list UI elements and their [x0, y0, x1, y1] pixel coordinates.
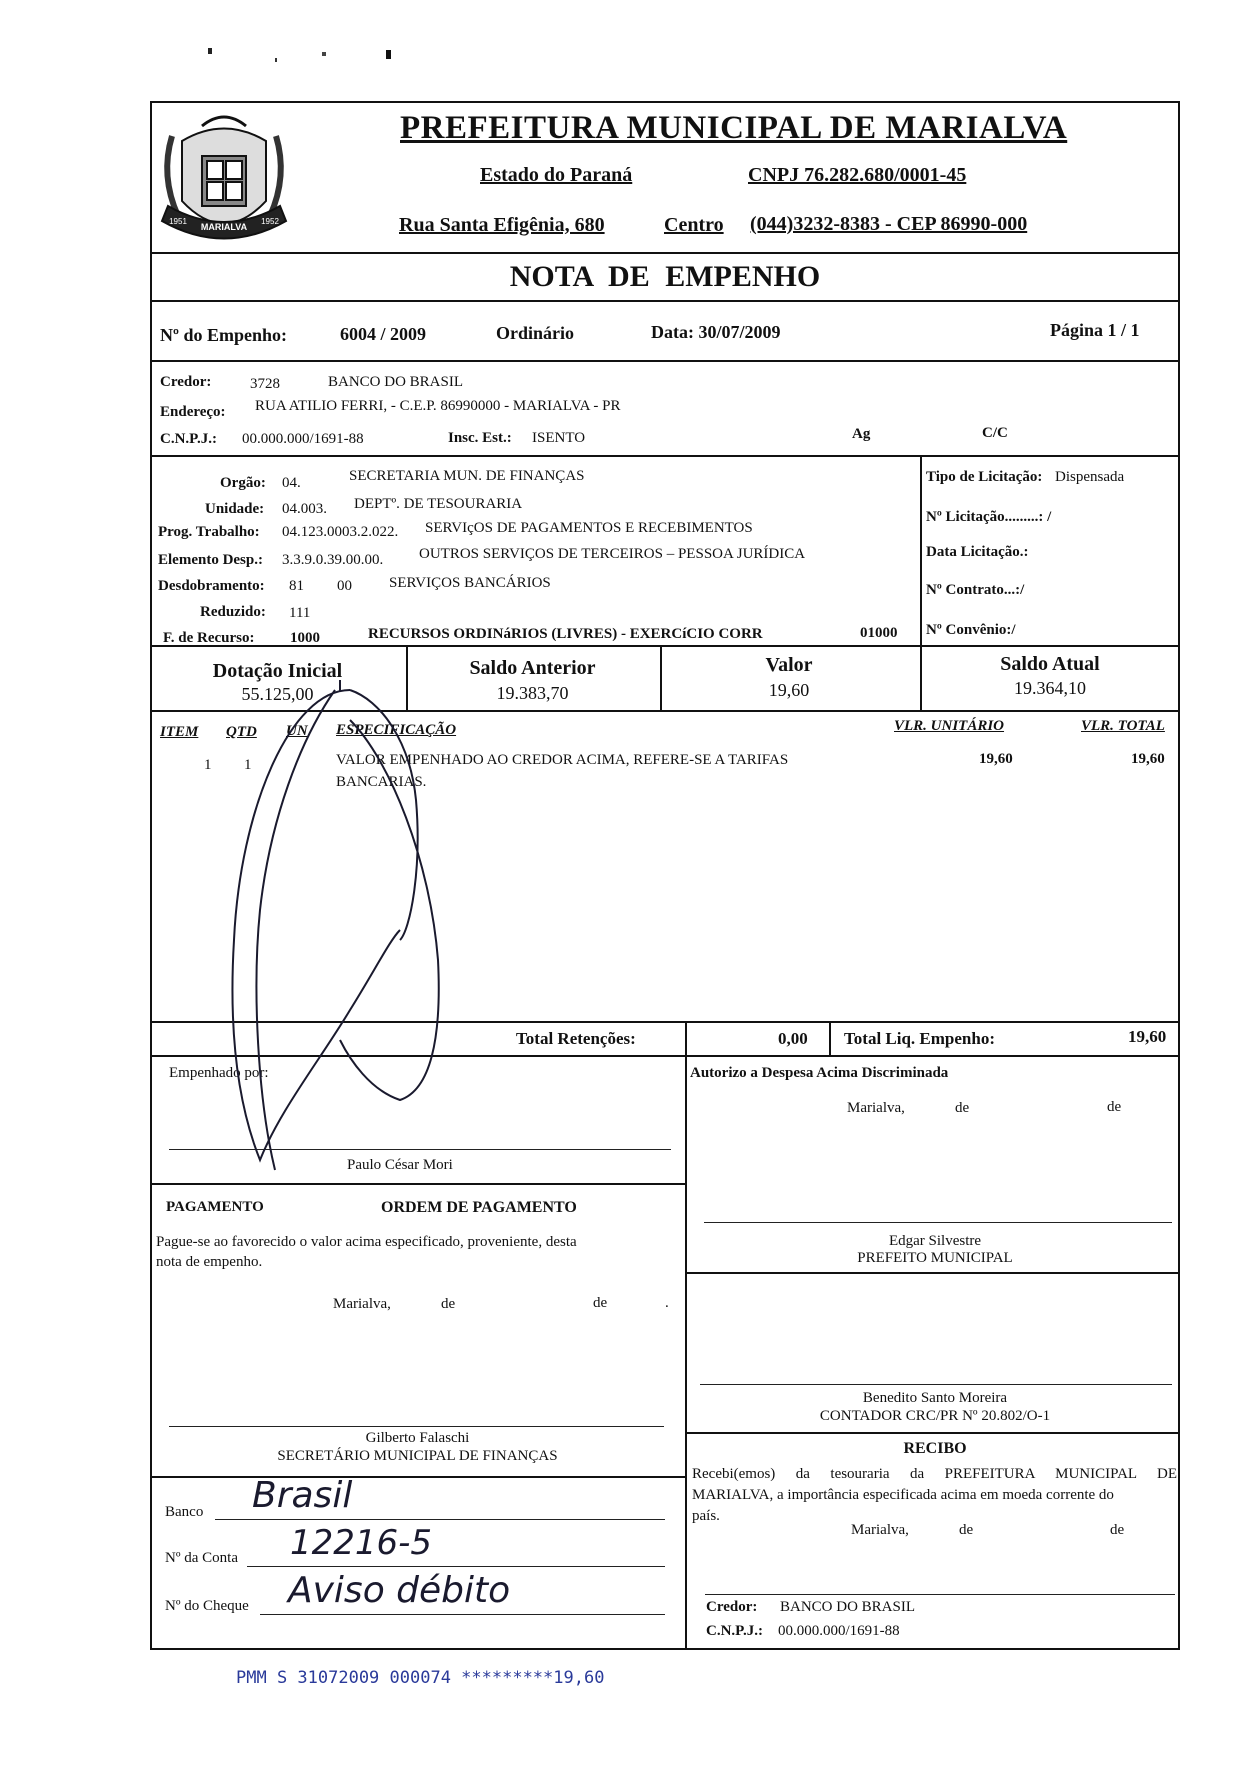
autorizo-place: Marialva, — [847, 1100, 905, 1116]
total-liq-label: Total Liq. Empenho: — [844, 1029, 995, 1048]
scan-speck — [208, 48, 212, 54]
empenho-label: Nº do Empenho: — [160, 325, 287, 345]
fonte-code2: 01000 — [860, 625, 898, 641]
divider — [150, 645, 1180, 647]
total-retencoes-value: 0,00 — [778, 1029, 808, 1048]
item-number: 1 — [204, 757, 212, 773]
recibo-cnpj-value: 00.000.000/1691-88 — [778, 1623, 900, 1639]
pagamento-text-line2: nota de empenho. — [156, 1254, 263, 1270]
scan-speck — [386, 50, 391, 59]
desdobramento-code2: 00 — [337, 578, 352, 594]
recibo-text-line1: Recebi(emos) da tesouraria da PREFEITURA MUNICIPAL DE — [692, 1466, 1177, 1482]
dotacao-label: Dotação Inicial — [212, 660, 343, 682]
divider — [150, 1183, 687, 1185]
municipality-title: PREFEITURA MUNICIPAL DE MARIALVA — [400, 110, 1068, 146]
pagamento-dot: . — [665, 1295, 669, 1311]
banco-label: Banco — [165, 1504, 204, 1520]
item-total-value: 19,60 — [1131, 751, 1165, 767]
unidade-name: DEPTº. DE TESOURARIA — [354, 496, 523, 512]
ordem-pagamento-title: ORDEM DE PAGAMENTO — [381, 1199, 577, 1216]
divider — [829, 1021, 831, 1056]
col-item: ITEM — [160, 724, 199, 740]
scan-speck — [275, 58, 277, 62]
recibo-text-line3: país. — [692, 1508, 720, 1524]
autorizo-title: Autorizo a Despesa Acima Discriminada — [690, 1065, 949, 1081]
insc-label: Insc. Est.: — [448, 430, 512, 446]
item-unit-value: 19,60 — [979, 751, 1013, 767]
fonte-label: F. de Recurso: — [163, 630, 255, 646]
empenho-date: Data: 30/07/2009 — [651, 322, 781, 342]
page-number: Página 1 / 1 — [1050, 320, 1140, 340]
insc-value: ISENTO — [532, 430, 586, 446]
endereco-label: Endereço: — [160, 404, 226, 420]
autorizo-de2: de — [1107, 1099, 1122, 1115]
col-un: UN — [286, 723, 308, 739]
empenhado-label: Empenhado por: — [169, 1065, 269, 1081]
divider — [150, 1476, 687, 1478]
empenhado-name: Paulo César Mori — [347, 1157, 453, 1173]
crest-year-right: 1952 — [261, 217, 279, 226]
secretario-name: Gilberto Falaschi — [365, 1430, 470, 1446]
divider — [150, 252, 1180, 254]
divider — [685, 1432, 1180, 1434]
valor-value: 19,60 — [768, 680, 810, 700]
desdobramento-name: SERVIÇOS BANCÁRIOS — [389, 575, 551, 591]
conta-label: Nº da Conta — [165, 1550, 238, 1566]
conta-value: 12216-5 — [290, 1523, 433, 1563]
recibo-place: Marialva, — [851, 1522, 909, 1538]
cc-label: C/C — [982, 425, 1008, 441]
col-qtd: QTD — [226, 724, 257, 740]
cnpj-value: 00.000.000/1691-88 — [242, 431, 364, 447]
convenio-number: Nº Convênio:/ — [926, 622, 1016, 638]
scan-speck — [322, 52, 326, 56]
contrato-number: Nº Contrato...:/ — [926, 582, 1025, 598]
licitacao-tipo-label: Tipo de Licitação: — [926, 469, 1043, 485]
saldo-anterior-value: 19.383,70 — [496, 683, 569, 703]
divider — [150, 455, 1180, 457]
cnpj-label: C.N.P.J.: — [160, 431, 217, 447]
crest-text: MARIALVA — [200, 222, 248, 232]
divider — [685, 1021, 687, 1056]
cheque-value: Aviso débito — [288, 1570, 511, 1611]
pagamento-text-line1: Pague-se ao favorecido o valor acima especificado, proveniente, desta — [156, 1234, 577, 1250]
credor-name: BANCO DO BRASIL — [328, 374, 464, 390]
recibo-cnpj-label: C.N.P.J.: — [706, 1623, 763, 1639]
orgao-name: SECRETARIA MUN. DE FINANÇAS — [349, 468, 585, 484]
pagamento-de2: de — [593, 1295, 608, 1311]
prefeito-role: PREFEITO MUNICIPAL — [857, 1250, 1013, 1266]
cheque-line — [260, 1614, 665, 1615]
pagamento-label: PAGAMENTO — [166, 1199, 264, 1215]
footer-stamp: PMM S 31072009 000074 *********19,60 — [236, 1668, 605, 1688]
contador-role: CONTADOR CRC/PR Nº 20.802/O-1 — [819, 1408, 1051, 1424]
desdobramento-label: Desdobramento: — [158, 578, 265, 594]
banco-line — [215, 1519, 665, 1520]
valor-label: Valor — [765, 654, 813, 676]
licitacao-number: Nº Licitação.........: / — [926, 509, 1052, 525]
conta-line — [247, 1566, 665, 1567]
saldo-atual-value: 19.364,10 — [1014, 678, 1086, 698]
total-liq-value: 19,60 — [1128, 1027, 1167, 1046]
prog-name: SERVIçOS DE PAGAMENTOS E RECEBIMENTOS — [425, 520, 753, 536]
signature-line — [704, 1222, 1172, 1223]
recibo-credor-label: Credor: — [706, 1599, 758, 1615]
divider — [920, 455, 922, 647]
ag-label: Ag — [852, 426, 871, 442]
recibo-de1: de — [959, 1522, 974, 1538]
reduzido-value: 111 — [289, 605, 311, 621]
divider — [150, 300, 1180, 302]
prog-label: Prog. Trabalho: — [158, 524, 260, 540]
recibo-de2: de — [1110, 1522, 1125, 1538]
recibo-title: RECIBO — [903, 1440, 967, 1457]
header-district: Centro — [664, 214, 724, 236]
prefeito-name: Edgar Silvestre — [888, 1233, 982, 1249]
state-name: Estado do Paraná — [480, 164, 633, 186]
header-address: Rua Santa Efigênia, 680 — [399, 214, 605, 236]
saldo-anterior-label: Saldo Anterior — [469, 657, 596, 679]
empenho-type: Ordinário — [496, 323, 575, 343]
licitacao-tipo-value: Dispensada — [1055, 469, 1125, 485]
reduzido-label: Reduzido: — [200, 604, 266, 620]
divider — [685, 1055, 687, 1650]
orgao-label: Orgão: — [220, 475, 266, 491]
fonte-name: RECURSOS ORDINáRIOS (LIVRES) - EXERCíCIO CORR — [368, 626, 763, 642]
divider — [150, 360, 1180, 362]
header-phone-cep: (044)3232-8383 - CEP 86990-000 — [750, 213, 1028, 235]
elemento-code: 3.3.9.0.39.00.00. — [282, 552, 384, 568]
contador-name: Benedito Santo Moreira — [862, 1390, 1008, 1406]
empenho-number: 6004 / 2009 — [340, 324, 427, 344]
signature-line — [705, 1594, 1175, 1595]
endereco-value: RUA ATILIO FERRI, - C.E.P. 86990000 - MARIALVA - PR — [255, 398, 621, 414]
fonte-code: 1000 — [290, 630, 320, 646]
prog-code: 04.123.0003.2.022. — [282, 524, 399, 540]
col-vlr-total: VLR. TOTAL — [1081, 718, 1165, 734]
saldo-atual-label: Saldo Atual — [1000, 653, 1100, 675]
credor-code: 3728 — [250, 376, 280, 392]
total-retencoes-label: Total Retenções: — [516, 1029, 636, 1048]
divider — [685, 1272, 1180, 1274]
divider — [660, 645, 662, 710]
unidade-code: 04.003. — [282, 501, 327, 517]
elemento-name: OUTROS SERVIÇOS DE TERCEIROS – PESSOA JURÍDICA — [419, 546, 806, 562]
col-vlr-unitario: VLR. UNITÁRIO — [894, 718, 1005, 734]
orgao-code: 04. — [282, 475, 301, 491]
document-title: NOTA DE EMPENHO — [509, 260, 821, 293]
recibo-credor-value: BANCO DO BRASIL — [780, 1599, 916, 1615]
pagamento-de1: de — [441, 1296, 456, 1312]
col-especificacao: ESPECIFICAÇÃO — [336, 722, 457, 738]
cheque-label: Nº do Cheque — [165, 1598, 249, 1614]
dotacao-value: 55.125,00 — [241, 684, 314, 704]
crest-year-left: 1951 — [169, 217, 187, 226]
signature-line — [700, 1384, 1172, 1385]
item-qtd: 1 — [244, 757, 252, 773]
handwritten-signature — [200, 680, 460, 1180]
item-desc-line1: VALOR EMPENHADO AO CREDOR ACIMA, REFERE-SE A TARIFAS — [336, 752, 789, 768]
licitacao-date: Data Licitação.: — [926, 544, 1029, 560]
header-cnpj: CNPJ 76.282.680/0001-45 — [748, 164, 967, 186]
municipal-crest — [152, 106, 296, 258]
recibo-text-line2: MARIALVA, a importância especificada acima em moeda corrente do — [692, 1487, 1114, 1503]
credor-label: Credor: — [160, 374, 212, 390]
secretario-role: SECRETÁRIO MUNICIPAL DE FINANÇAS — [277, 1448, 558, 1464]
unidade-label: Unidade: — [205, 501, 265, 517]
item-desc-line2: BANCARIAS. — [336, 774, 427, 790]
divider — [920, 645, 922, 710]
pagamento-place: Marialva, — [333, 1296, 391, 1312]
banco-value: Brasil — [252, 1475, 353, 1516]
desdobramento-code1: 81 — [289, 578, 304, 594]
elemento-label: Elemento Desp.: — [158, 552, 263, 568]
autorizo-de1: de — [955, 1100, 970, 1116]
signature-line — [169, 1426, 664, 1427]
